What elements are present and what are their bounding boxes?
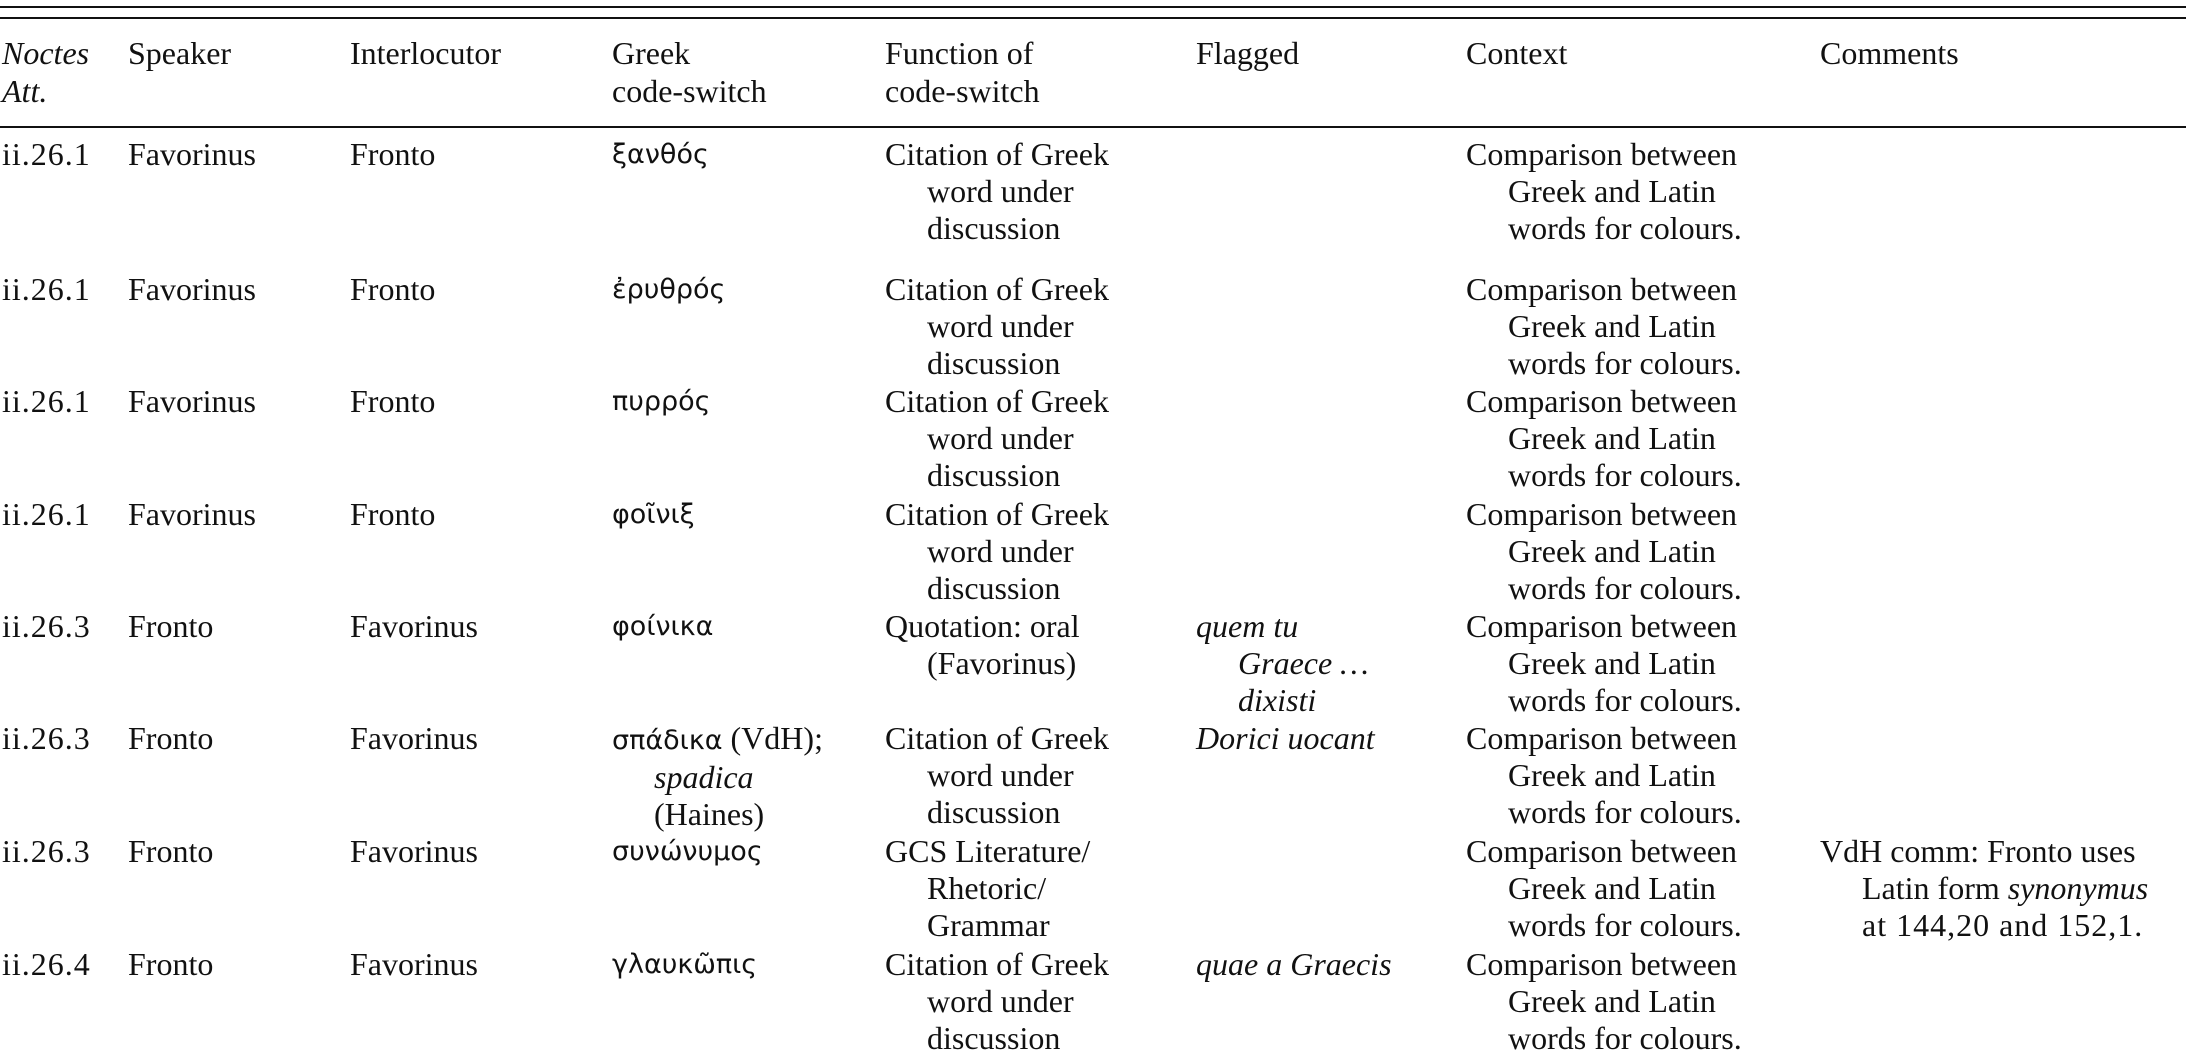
row-speaker: Favorinus [128,496,256,532]
header-noctes-att: Noctes Att. [2,35,90,109]
row-function: GCS Literature/ Rhetoric/ Grammar [885,833,1091,943]
header-context: Context [1466,35,1568,71]
row-function: Citation of Greek word under discussion [885,271,1109,381]
row-ref: ii.26.4 [2,946,91,982]
row-greek: πυρρός [612,386,711,417]
row-function: Quotation: oral (Favorinus) [885,608,1080,681]
row-speaker: Favorinus [128,383,256,419]
row-greek: συνώνυμος [612,836,763,867]
row-context: Comparison between Greek and Latin words for colours. [1466,136,1742,246]
row-interlocutor: Fronto [350,271,436,307]
row-greek: ἐρυθρός [612,274,726,305]
row-speaker: Favorinus [128,271,256,307]
header-speaker: Speaker [128,35,232,71]
row-greek: ξανθός [612,139,709,170]
row-speaker: Fronto [128,608,214,644]
header-interlocutor: Interlocutor [350,35,502,71]
row-ref: ii.26.1 [2,136,91,172]
row-context: Comparison between Greek and Latin words for colours. [1466,271,1742,381]
row-ref: ii.26.3 [2,720,91,756]
row-interlocutor: Favorinus [350,946,478,982]
row-greek: σπάδικα (VdH); spadica (Haines) [612,720,823,832]
top-double-rule-lower [0,17,2186,19]
row-function: Citation of Greek word under discussion [885,383,1109,493]
row-greek: φοῖνιξ [612,499,695,530]
top-double-rule-upper [0,6,2186,8]
row-interlocutor: Fronto [350,496,436,532]
header-flagged: Flagged [1196,35,1300,71]
row-interlocutor: Fronto [350,136,436,172]
header-rule [0,126,2186,128]
row-greek: γλαυκῶπις [612,949,758,980]
row-interlocutor: Favorinus [350,833,478,869]
row-comments: VdH comm: Fronto uses Latin form synonymus at 144,20 and 152,1. [1820,833,2149,943]
row-context: Comparison between Greek and Latin words for colours. [1466,946,1742,1056]
row-function: Citation of Greek word under discussion [885,946,1109,1056]
row-context: Comparison between Greek and Latin words for colours. [1466,608,1742,718]
row-function: Citation of Greek word under discussion [885,496,1109,606]
row-function: Citation of Greek word under discussion [885,136,1109,246]
header-greek-code-switch: Greek code-switch [612,35,767,109]
header-function: Function of code-switch [885,35,1040,109]
row-function: Citation of Greek word under discussion [885,720,1109,830]
row-interlocutor: Fronto [350,383,436,419]
row-ref: ii.26.1 [2,271,91,307]
row-speaker: Favorinus [128,136,256,172]
header-comments: Comments [1820,35,1959,71]
row-context: Comparison between Greek and Latin words for colours. [1466,496,1742,606]
row-context: Comparison between Greek and Latin words for colours. [1466,833,1742,943]
row-flagged: Dorici uocant [1196,720,1375,756]
row-interlocutor: Favorinus [350,608,478,644]
row-ref: ii.26.3 [2,608,91,644]
row-interlocutor: Favorinus [350,720,478,756]
row-flagged: quae a Graecis [1196,946,1392,982]
row-speaker: Fronto [128,833,214,869]
row-context: Comparison between Greek and Latin words for colours. [1466,720,1742,830]
row-ref: ii.26.3 [2,833,91,869]
row-ref: ii.26.1 [2,383,91,419]
row-flagged: quem tu Graece … dixisti [1196,608,1369,718]
row-ref: ii.26.1 [2,496,91,532]
row-speaker: Fronto [128,946,214,982]
row-greek: φοίνικα [612,611,714,642]
row-context: Comparison between Greek and Latin words for colours. [1466,383,1742,493]
row-speaker: Fronto [128,720,214,756]
